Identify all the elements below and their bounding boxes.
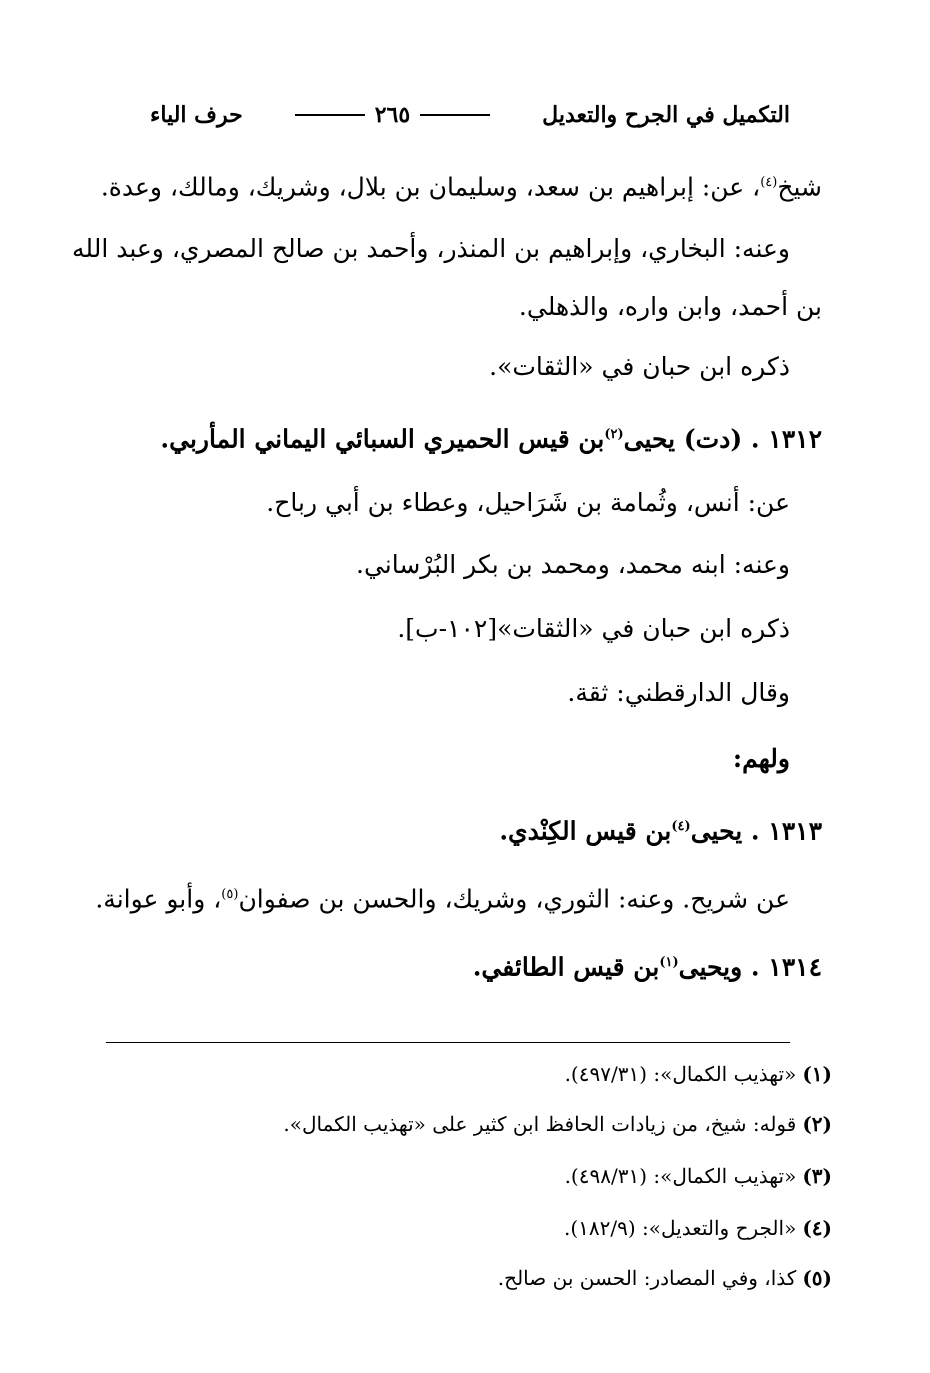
entry-lineage: بن قيس الحميري السبائي اليماني المأربي.: [160, 424, 605, 454]
footnote-text: «تهذيب الكمال»: (٤٩٨/٣١).: [564, 1164, 797, 1188]
chapter-title: حرف الياء: [150, 102, 243, 128]
footnote-number: (٥): [802, 1266, 832, 1290]
page-number: ٢٦٥: [374, 102, 411, 128]
book-title: التكميل في الجرح والتعديل: [542, 102, 790, 128]
footnote-ref: (٤): [760, 175, 778, 190]
footnote-number: (١): [802, 1062, 832, 1086]
footnote-ref: (٤): [671, 819, 691, 834]
text-line-1: [101, 166, 822, 204]
footnote-4: [564, 1214, 832, 1242]
footnote-text: قوله: شيخ، من زيادات الحافظ ابن كثير على «تهذيب الكمال».: [283, 1112, 797, 1136]
footnote-number: (٤): [802, 1216, 832, 1240]
footnote-ref: (١): [659, 955, 679, 970]
footnote-number: (٢): [802, 1112, 832, 1136]
footnote-text: «تهذيب الكمال»: (٤٩٧/٣١).: [564, 1062, 797, 1086]
header-dash-right: [420, 114, 490, 116]
text-segment: شيخ: [777, 172, 822, 202]
entry-1312-heading: [160, 418, 822, 456]
text-segment: عن شريح. وعنه: الثوري، وشريك، والحسن بن صفوان: [238, 884, 790, 914]
header-dash-left: [295, 114, 365, 116]
text-line-10: [95, 878, 790, 916]
entry-number-name: ١٣١٤ . ويحيى: [678, 952, 822, 982]
footnote-ref: (٢): [604, 427, 624, 442]
footnote-text: كذا، وفي المصادر: الحسن بن صالح.: [497, 1266, 797, 1290]
entry-1313-heading: [499, 810, 822, 848]
text-segment: ، عن: إبراهيم بن سعد، وسليمان بن بلال، وشريك، ومالك، وعدة.: [100, 172, 761, 202]
text-segment: ، وأبو عوانة.: [95, 884, 222, 914]
footnote-ref: (٥): [221, 887, 239, 902]
footnote-1: [565, 1060, 832, 1088]
entry-number-name: ١٣١٢ . (دت) يحيى: [623, 424, 822, 454]
running-header: [150, 98, 790, 132]
entry-1314-heading: [473, 946, 822, 984]
footnote-3: [565, 1162, 832, 1190]
footnote-5: [498, 1264, 832, 1292]
footnote-number: (٣): [802, 1164, 832, 1188]
footnote-separator: [106, 1042, 790, 1043]
text-line-3: بن أحمد، وابن واره، والذهلي.: [518, 292, 822, 321]
text-line-6: وعنه: ابنه محمد، ومحمد بن بكر البُرْساني.: [356, 550, 790, 579]
footnote-text: «الجرح والتعديل»: (١٨٢/٩).: [563, 1216, 797, 1240]
text-line-4: ذكره ابن حبان في «الثقات».: [489, 352, 790, 381]
footnote-2: [283, 1110, 832, 1138]
text-line-7: ذكره ابن حبان في «الثقات»[١٠٢-ب].: [397, 614, 790, 643]
entry-number-name: ١٣١٣ . يحيى: [690, 816, 822, 846]
header-center: [285, 102, 500, 128]
text-line-2: وعنه: البخاري، وإبراهيم بن المنذر، وأحمد بن صالح المصري، وعبد الله: [72, 234, 790, 263]
entry-lineage: بن قيس الطائفي.: [472, 952, 660, 982]
text-line-5: عن: أنس، وثُمامة بن شَرَاحيل، وعطاء بن أبي رباح.: [266, 488, 790, 517]
entry-lineage: بن قيس الكِنْدي.: [499, 816, 672, 846]
subsection-label: ولهم:: [732, 744, 790, 773]
text-line-8: وقال الدارقطني: ثقة.: [567, 678, 790, 707]
